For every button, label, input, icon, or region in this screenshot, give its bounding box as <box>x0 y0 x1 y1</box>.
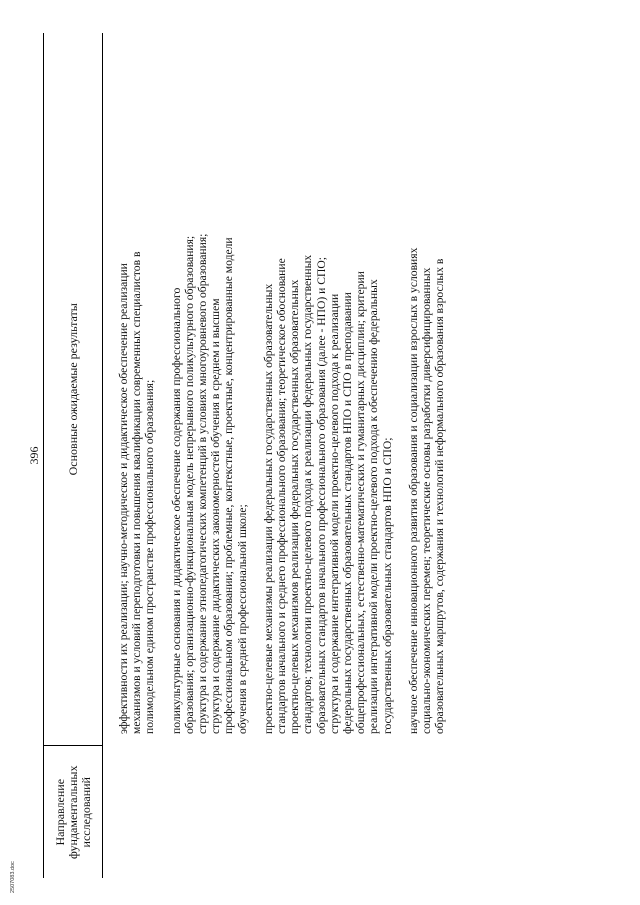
result-paragraph <box>170 33 249 734</box>
text-line: общепрофессиональных, естественно-математических и гуманитарных дисциплин; критерии <box>354 271 368 734</box>
text-line: научное обеспечение инновационного развития образования и социализации взрослых в условиях <box>406 247 420 734</box>
text-line: проектно-целевые механизмы реализации федеральных государственных образовательных <box>261 283 275 734</box>
text-line: образовательных стандартов начального профессионального образования (далее - НПО) и СПО; <box>314 257 328 734</box>
text-line: социально-экономических перемен; теоретические основы разработки диверсифицированных <box>420 267 434 734</box>
direction-cell <box>103 746 460 878</box>
header-results: Основные ожидаемые результаты <box>44 33 103 746</box>
text-line: полимодельном едином пространстве профессионального образования; <box>143 379 157 734</box>
result-paragraph <box>262 33 394 734</box>
text-line: реализации интегративной модели проектно-целевого подхода к обеспечению федеральных <box>367 279 381 734</box>
text-line: стандартов; технологии проектно-целевого подхода к реализации федеральных государственных <box>301 254 315 734</box>
table-body-row <box>103 33 460 878</box>
header-direction <box>44 746 103 878</box>
text-line: проектно-целевых механизмов реализации федеральных государственных образовательных <box>288 279 302 734</box>
text-line: федеральных государственных образовательных стандартов НПО и СПО в преподавании <box>341 292 355 734</box>
header-direction-line: Направление <box>52 778 67 846</box>
text-line: структура и содержание этнопедагогических компетенций в условиях многоуровневого образования; <box>196 233 210 734</box>
table-header-row <box>44 33 103 878</box>
document-code: 2507083.doc <box>10 861 16 893</box>
text-line: обучения в средней профессиональной школе; <box>235 504 249 734</box>
text-line: профессиональном образовании; проблемные, контекстные, проектные, концентрированные модели <box>222 237 236 734</box>
text-line: стандартов начального и среднего профессионального образования; теоретическое обоснование <box>275 258 289 734</box>
result-paragraph <box>407 33 447 734</box>
header-direction-line: исследований <box>78 777 93 848</box>
text-line: образовательных маршрутов, содержания и технологий неформального образования взрослых в <box>433 258 447 734</box>
text-line: поликультурные основания и дидактическое обеспечение содержания профессионального <box>169 287 183 734</box>
text-line: структура и содержание дидактических закономерностей обучения в среднем и высшем <box>209 298 223 734</box>
text-line: структура и содержание интегративной модели проектно-целевого подхода к реализации <box>327 293 341 734</box>
text-line: механизмов и условий переподготовки и повышения квалификации современных специалистов в <box>130 251 144 734</box>
text-line: государственных образовательных стандартов НПО и СПО; <box>380 437 394 734</box>
text-line: образования; организационно-функциональная модель непрерывного поликультурного образования; <box>182 235 196 734</box>
result-paragraph <box>117 33 157 734</box>
results-table <box>43 33 459 878</box>
page-number: 396 <box>27 446 41 465</box>
header-direction-line: фундаментальных <box>65 765 80 859</box>
text-line: эффективности их реализации; научно-методическое и дидактическое обеспечение реализации <box>117 263 130 734</box>
rotated-page <box>25 33 555 878</box>
results-cell <box>103 33 460 746</box>
